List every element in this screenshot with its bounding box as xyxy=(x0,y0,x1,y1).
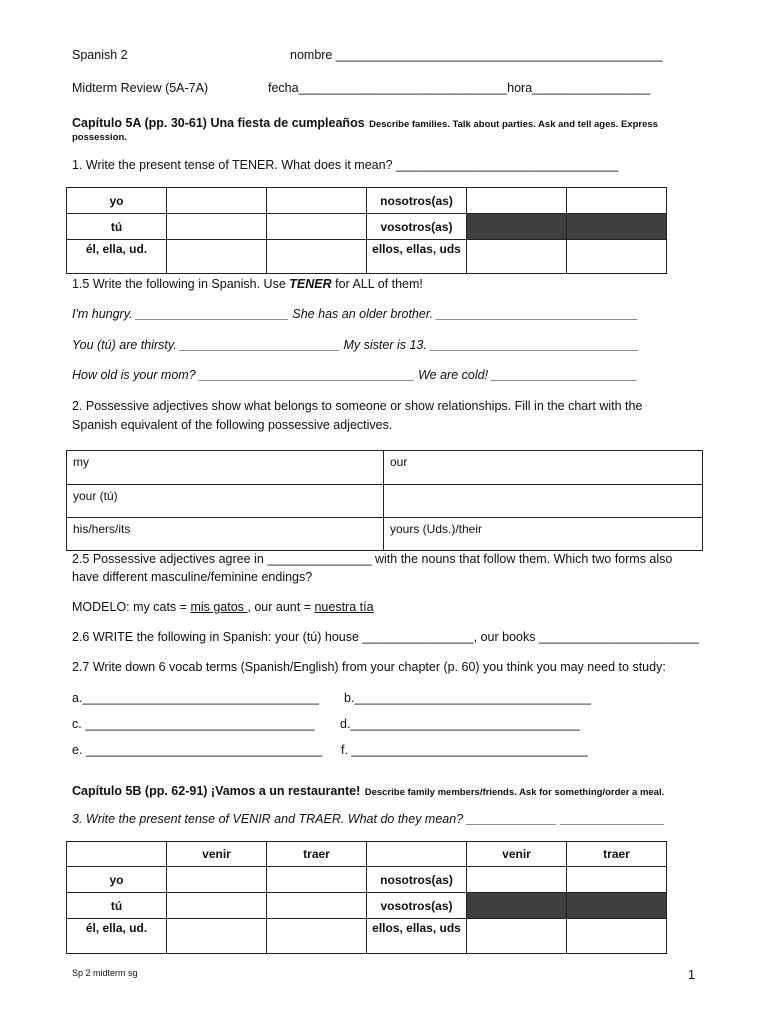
modelo-example xyxy=(72,600,374,614)
table-row xyxy=(67,240,667,274)
table-cell: vosotros(as) xyxy=(367,214,467,240)
table-cell: vosotros(as) xyxy=(367,893,467,919)
possessive-table xyxy=(66,450,703,551)
chapter-5a-goals: Describe families. Talk about parties. Ask and tell ages. Express xyxy=(369,119,658,130)
table-row xyxy=(67,451,703,485)
answer-cell[interactable] xyxy=(267,919,367,954)
vocab-line-d: d._________________________________ xyxy=(340,717,580,731)
table-cell: tú xyxy=(67,893,167,919)
q1-5-line-1: I'm hungry. ______________________ She has an older brother. _____________________________ xyxy=(72,307,639,321)
answer-cell[interactable] xyxy=(467,867,567,893)
answer-cell[interactable] xyxy=(167,214,267,240)
table-row xyxy=(67,919,667,954)
footer-label: Sp 2 midterm sg xyxy=(72,968,138,978)
date-hour-line: fecha______________________________hora_________________ xyxy=(268,81,651,95)
vocab-line-e: e. __________________________________ xyxy=(72,743,323,757)
answer-cell[interactable] xyxy=(267,893,367,919)
table-row xyxy=(67,518,703,551)
table-cell: él, ella, ud. xyxy=(67,240,167,274)
answer-cell[interactable] xyxy=(467,188,567,214)
answer-cell[interactable] xyxy=(167,188,267,214)
question-2-5-line-1: 2.5 Possessive adjectives agree in _______________ with the nouns that follow them. Which two forms also xyxy=(72,552,673,566)
answer-cell[interactable] xyxy=(567,240,667,274)
question-1-5 xyxy=(72,277,423,291)
answer-cell[interactable] xyxy=(567,919,667,954)
chapter-5a-goals-cont: possession. xyxy=(72,132,127,143)
chapter-5a-title: Capítulo 5A (pp. 30-61) Una fiesta de cumpleaños xyxy=(72,116,365,130)
answer-cell[interactable] xyxy=(167,867,267,893)
column-header: venir xyxy=(167,842,267,867)
tener-table xyxy=(66,187,667,274)
chapter-5b-heading xyxy=(72,782,664,800)
table-cell[interactable]: yours (Uds.)/their xyxy=(384,518,703,551)
question-2-5-line-2: have different masculine/feminine endings? xyxy=(72,570,313,584)
answer-cell[interactable] xyxy=(267,867,367,893)
answer-cell[interactable] xyxy=(267,240,367,274)
table-row xyxy=(67,867,667,893)
q1-5-emphasis: TENER xyxy=(289,277,332,291)
modelo-example-1: mis gatos xyxy=(190,600,248,614)
q1-5-line-3: How old is your mom? _______________________________ We are cold! _____________________ xyxy=(72,368,638,382)
question-3: 3. Write the present tense of VENIR and TRAER. What do they mean? _____________ _______________ xyxy=(72,812,665,826)
modelo-example-2: nuestra tía xyxy=(314,600,374,614)
chapter-5a-heading xyxy=(72,114,658,132)
answer-cell[interactable] xyxy=(167,893,267,919)
answer-cell[interactable] xyxy=(467,919,567,954)
q1-5-after: for ALL of them! xyxy=(331,277,423,291)
answer-cell[interactable] xyxy=(567,867,667,893)
table-cell[interactable]: his/hers/its xyxy=(67,518,384,551)
table-cell: nosotros(as) xyxy=(367,188,467,214)
course-title: Spanish 2 xyxy=(72,48,128,62)
answer-cell[interactable] xyxy=(384,485,703,518)
shaded-cell xyxy=(567,893,667,919)
table-cell[interactable]: my xyxy=(67,451,384,485)
question-2-7: 2.7 Write down 6 vocab terms (Spanish/English) from your chapter (p. 60) you think you may need to study: xyxy=(72,660,666,674)
table-cell: tú xyxy=(67,214,167,240)
shaded-cell xyxy=(467,893,567,919)
question-2-line-1: 2. Possessive adjectives show what belongs to someone or show relationships. Fill in the chart with the xyxy=(72,399,643,413)
column-header: venir xyxy=(467,842,567,867)
table-row xyxy=(67,893,667,919)
chapter-5b-title: Capítulo 5B (pp. 62-91) ¡Vamos a un restaurante! xyxy=(72,784,361,798)
question-2-line-2: Spanish equivalent of the following possessive adjectives. xyxy=(72,418,393,432)
vocab-line-f: f. __________________________________ xyxy=(341,743,588,757)
column-header: traer xyxy=(267,842,367,867)
review-title: Midterm Review (5A-7A) xyxy=(72,81,209,95)
answer-cell[interactable] xyxy=(467,240,567,274)
table-cell: nosotros(as) xyxy=(367,867,467,893)
modelo-label: MODELO: my cats = xyxy=(72,600,191,614)
table-row xyxy=(67,214,667,240)
q1-5-before: 1.5 Write the following in Spanish. Use xyxy=(72,277,290,291)
column-header: traer xyxy=(567,842,667,867)
table-row xyxy=(67,485,703,518)
vocab-line-c: c. _________________________________ xyxy=(72,717,315,731)
modelo-mid: , our aunt = xyxy=(247,600,315,614)
answer-cell[interactable] xyxy=(267,214,367,240)
table-cell: ellos, ellas, uds xyxy=(367,240,467,274)
chapter-5b-goals: Describe family members/friends. Ask for something/order a meal. xyxy=(364,787,665,798)
table-cell xyxy=(67,842,167,867)
answer-cell[interactable] xyxy=(567,188,667,214)
answer-cell[interactable] xyxy=(167,240,267,274)
question-2-6: 2.6 WRITE the following in Spanish: your (tú) house ________________, our books _______________________ xyxy=(72,630,699,644)
vocab-line-b: b.__________________________________ xyxy=(344,691,591,705)
table-cell xyxy=(367,842,467,867)
name-line: nombre _______________________________________________ xyxy=(290,48,663,62)
table-row xyxy=(67,188,667,214)
table-cell[interactable]: your (tú) xyxy=(67,485,384,518)
page-number: 1 xyxy=(688,968,695,982)
shaded-cell xyxy=(567,214,667,240)
table-cell: él, ella, ud. xyxy=(67,919,167,954)
shaded-cell xyxy=(467,214,567,240)
table-cell: yo xyxy=(67,188,167,214)
table-cell[interactable]: our xyxy=(384,451,703,485)
table-row xyxy=(67,842,667,867)
venir-traer-table xyxy=(66,841,667,954)
table-cell: ellos, ellas, uds xyxy=(367,919,467,954)
vocab-line-a: a.__________________________________ xyxy=(72,691,319,705)
answer-cell[interactable] xyxy=(267,188,367,214)
question-1: 1. Write the present tense of TENER. What does it mean? ________________________________ xyxy=(72,158,619,172)
q1-5-line-2: You (tú) are thirsty. _______________________ My sister is 13. ______________________________ xyxy=(72,338,639,352)
table-cell: yo xyxy=(67,867,167,893)
answer-cell[interactable] xyxy=(167,919,267,954)
